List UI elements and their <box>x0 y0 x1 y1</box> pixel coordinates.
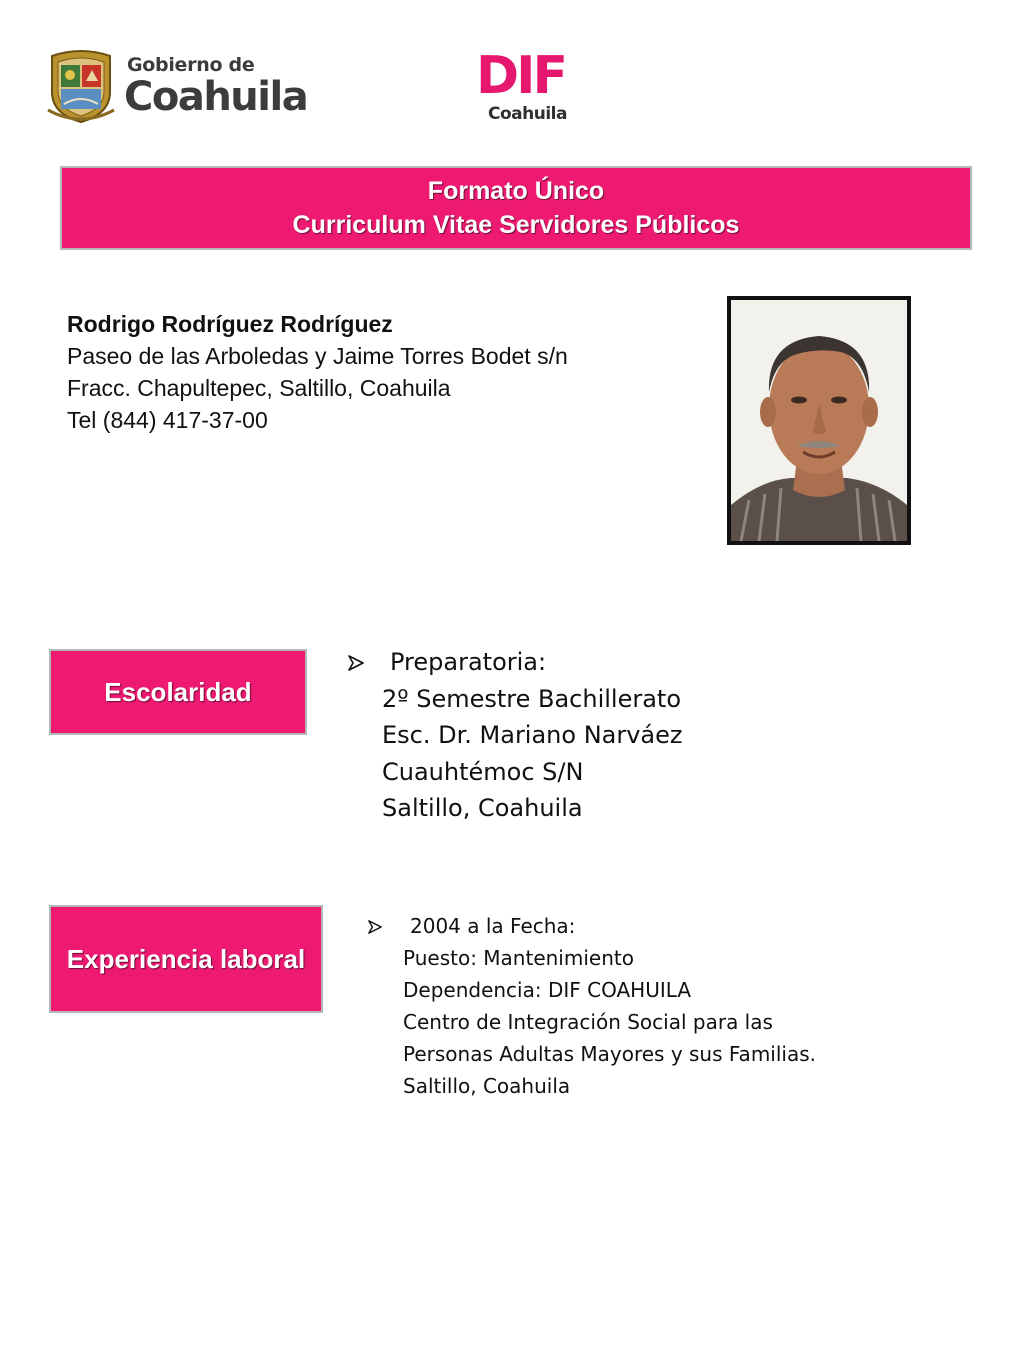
person-address-line2: Fracc. Chapultepec, Saltillo, Coahuila <box>67 375 451 401</box>
experiencia-line: Saltillo, Coahuila <box>403 1074 571 1098</box>
escolaridad-content <box>348 644 908 827</box>
banner-title-line1: Formato Único <box>427 177 605 205</box>
person-photo <box>727 296 911 545</box>
coat-of-arms-icon <box>44 48 118 124</box>
title-banner <box>60 166 972 250</box>
escolaridad-line: 2º Semestre Bachillerato <box>382 684 682 713</box>
person-name: Rodrigo Rodríguez Rodríguez <box>67 311 393 337</box>
escolaridad-line: Saltillo, Coahuila <box>382 794 583 822</box>
gobierno-logo-subtitle: Gobierno de <box>127 54 255 76</box>
person-address-line1: Paseo de las Arboledas y Jaime Torres Bodet s/n <box>67 343 568 369</box>
arrow-bullet-icon <box>368 920 382 934</box>
experiencia-heading-row <box>368 910 928 942</box>
escolaridad-heading-row <box>348 644 908 681</box>
experiencia-line: Personas Adultas Mayores y sus Familias. <box>403 1042 816 1066</box>
dif-logo-word: Coahuila <box>488 104 567 124</box>
section-label-experiencia: Experiencia laboral <box>49 905 323 1013</box>
gobierno-logo-title: Coahuila <box>124 74 308 120</box>
experiencia-line: Centro de Integración Social para las <box>403 1010 773 1034</box>
experiencia-content <box>368 910 928 1102</box>
gobierno-coahuila-logo <box>44 46 308 126</box>
escolaridad-heading: Preparatoria: <box>390 648 547 676</box>
dif-logo-mark: DIF <box>476 46 566 106</box>
experiencia-line: Dependencia: DIF COAHUILA <box>403 978 692 1002</box>
experiencia-heading: 2004 a la Fecha: <box>410 914 576 938</box>
person-phone: Tel (844) 417-37-00 <box>67 407 268 433</box>
arrow-bullet-icon <box>348 655 364 671</box>
dif-coahuila-logo <box>476 46 586 130</box>
personal-info <box>67 308 707 436</box>
escolaridad-line: Esc. Dr. Mariano Narváez <box>382 721 683 749</box>
portrait-image <box>731 300 907 541</box>
experiencia-line: Puesto: Mantenimiento <box>403 946 634 970</box>
banner-title-line2: Curriculum Vitae Servidores Públicos <box>292 211 740 239</box>
escolaridad-line: Cuauhtémoc S/N <box>382 757 584 786</box>
section-label-escolaridad: Escolaridad <box>49 649 307 735</box>
